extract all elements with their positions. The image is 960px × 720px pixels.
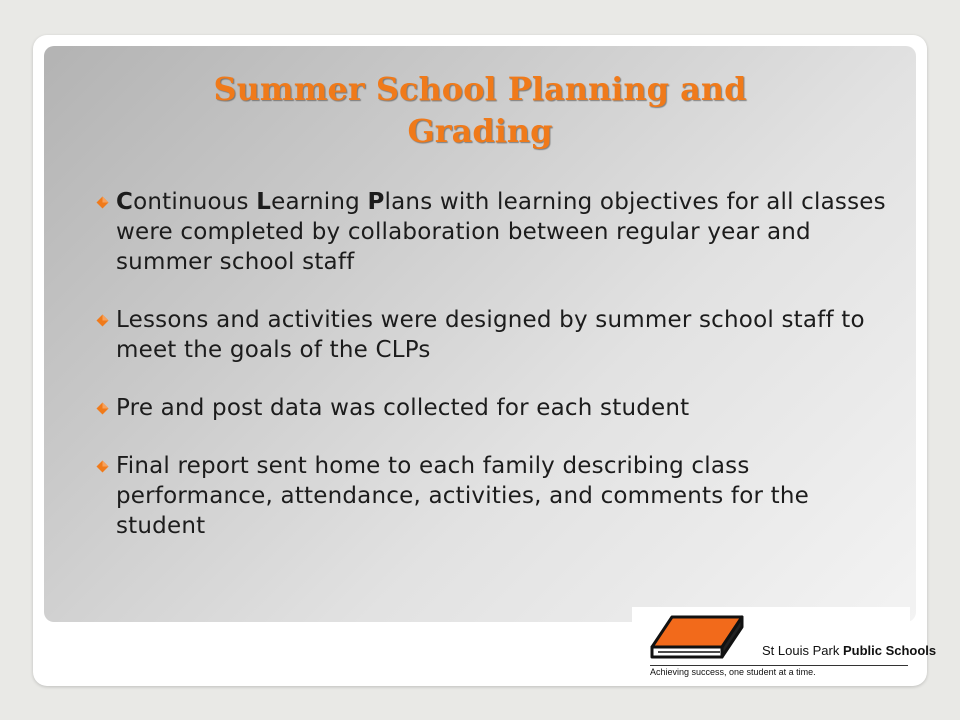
bullet-text-part: lans with learning objectives for all classes were completed by collaboration between regular year and summer school staff: [116, 189, 886, 275]
slide-title-line-1: Summer School Planning and: [213, 70, 747, 108]
bullet-item-lessons: [96, 305, 886, 365]
bullet-text-part: earning: [271, 189, 368, 215]
bullet-item-final-report: [96, 451, 886, 541]
bullet-text: Final report sent home to each family describing class performance, attendance, activities, and comments for the student: [116, 453, 810, 539]
bullet-initial-p: P: [367, 189, 385, 215]
bullet-list: [96, 187, 886, 541]
logo-tagline: Achieving success, one student at a time.: [650, 667, 816, 677]
bullet-item-pre-post-data: [96, 393, 886, 423]
logo-district-name: [762, 643, 936, 658]
book-icon: [650, 611, 750, 661]
bullet-text-part: ontinuous: [133, 189, 257, 215]
slide-title-line-2: Grading: [407, 112, 553, 150]
logo-name-bold: Public Schools: [842, 643, 937, 658]
orange-diamond-bullet-icon: [96, 314, 109, 327]
bullet-initial-l: L: [256, 189, 272, 215]
school-district-logo: [632, 607, 937, 680]
bullet-text: Pre and post data was collected for each student: [116, 395, 690, 421]
logo-name-regular: St Louis Park: [762, 643, 840, 658]
orange-diamond-bullet-icon: [96, 402, 109, 415]
orange-diamond-bullet-icon: [96, 196, 109, 209]
slide-title: [44, 68, 916, 152]
logo-divider: [650, 665, 908, 666]
bullet-text: Lessons and activities were designed by summer school staff to meet the goals of the CLPs: [116, 307, 865, 363]
orange-diamond-bullet-icon: [96, 460, 109, 473]
bullet-item-clp: [96, 187, 886, 277]
slide-content-panel: [44, 46, 916, 622]
bullet-initial-c: C: [116, 189, 134, 215]
